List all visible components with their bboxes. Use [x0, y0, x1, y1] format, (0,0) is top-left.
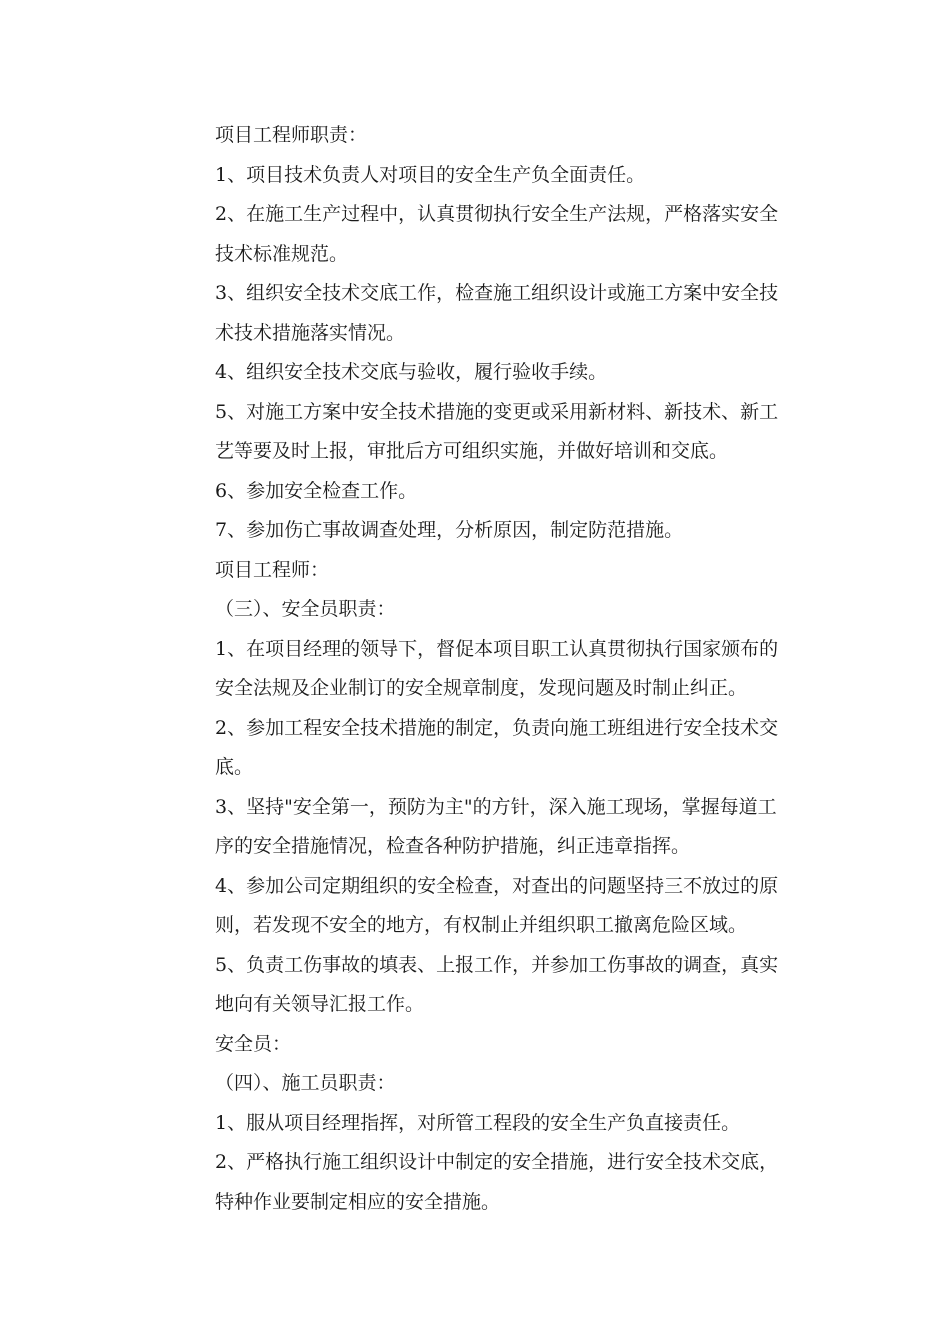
paragraph-line: 技术标准规范。 [215, 242, 349, 265]
document-body [215, 116, 815, 1222]
paragraph-line: 5、对施工方案中安全技术措施的变更或采用新材料、新技术、新工 [215, 400, 779, 423]
paragraph-line: 序的安全措施情况，检查各种防护措施，纠正违章指挥。 [215, 835, 691, 857]
section-heading-project-engineer-duties: 项目工程师职责： [215, 124, 368, 146]
section-heading-safety-officer-duties: （三）、安全员职责： [215, 598, 396, 620]
paragraph-line: 2、参加工程安全技术措施的制定，负责向施工班组进行安全技术交 [215, 716, 779, 739]
paragraph-line: 安全法规及企业制订的安全规章制度，发现问题及时制止纠正。 [215, 677, 748, 699]
signature-label-project-engineer: 项目工程师： [215, 558, 330, 581]
paragraph-line: 特种作业要制定相应的安全措施。 [215, 1190, 501, 1213]
paragraph-line: 2、严格执行施工组织设计中制定的安全措施，进行安全技术交底， [215, 1151, 779, 1173]
paragraph-line: 5、负责工伤事故的填表、上报工作，并参加工伤事故的调查，真实 [215, 953, 779, 976]
signature-label-safety-officer: 安全员： [215, 1032, 292, 1055]
paragraph-line: 则，若发现不安全的地方，有权制止并组织职工撤离危险区域。 [215, 914, 748, 936]
paragraph-line: 术技术措施落实情况。 [215, 321, 406, 344]
paragraph-line: 1、项目技术负责人对项目的安全生产负全面责任。 [215, 163, 646, 186]
paragraph-line: 底。 [215, 756, 254, 778]
paragraph-line: 艺等要及时上报，审批后方可组织实施，并做好培训和交底。 [215, 440, 729, 462]
section-heading-construction-officer-duties: （四）、施工员职责： [215, 1072, 396, 1094]
paragraph-line: 1、在项目经理的领导下，督促本项目职工认真贯彻执行国家颁布的 [215, 637, 779, 660]
paragraph-line: 地向有关领导汇报工作。 [215, 993, 425, 1015]
paragraph-line: 3、组织安全技术交底工作，检查施工组织设计或施工方案中安全技 [215, 282, 779, 304]
paragraph-line: 4、组织安全技术交底与验收，履行验收手续。 [215, 361, 608, 383]
paragraph-line: 2、在施工生产过程中，认真贯彻执行安全生产法规，严格落实安全 [215, 203, 779, 225]
paragraph-line: 3、坚持"安全第一，预防为主"的方针，深入施工现场，掌握每道工 [215, 795, 777, 818]
paragraph-line: 7、参加伤亡事故调查处理，分析原因，制定防范措施。 [215, 519, 684, 541]
paragraph-line: 6、参加安全检查工作。 [215, 479, 418, 502]
paragraph-line: 1、服从项目经理指挥，对所管工程段的安全生产负直接责任。 [215, 1111, 741, 1134]
paragraph-line: 4、参加公司定期组织的安全检查，对查出的问题坚持三不放过的原 [215, 874, 779, 897]
